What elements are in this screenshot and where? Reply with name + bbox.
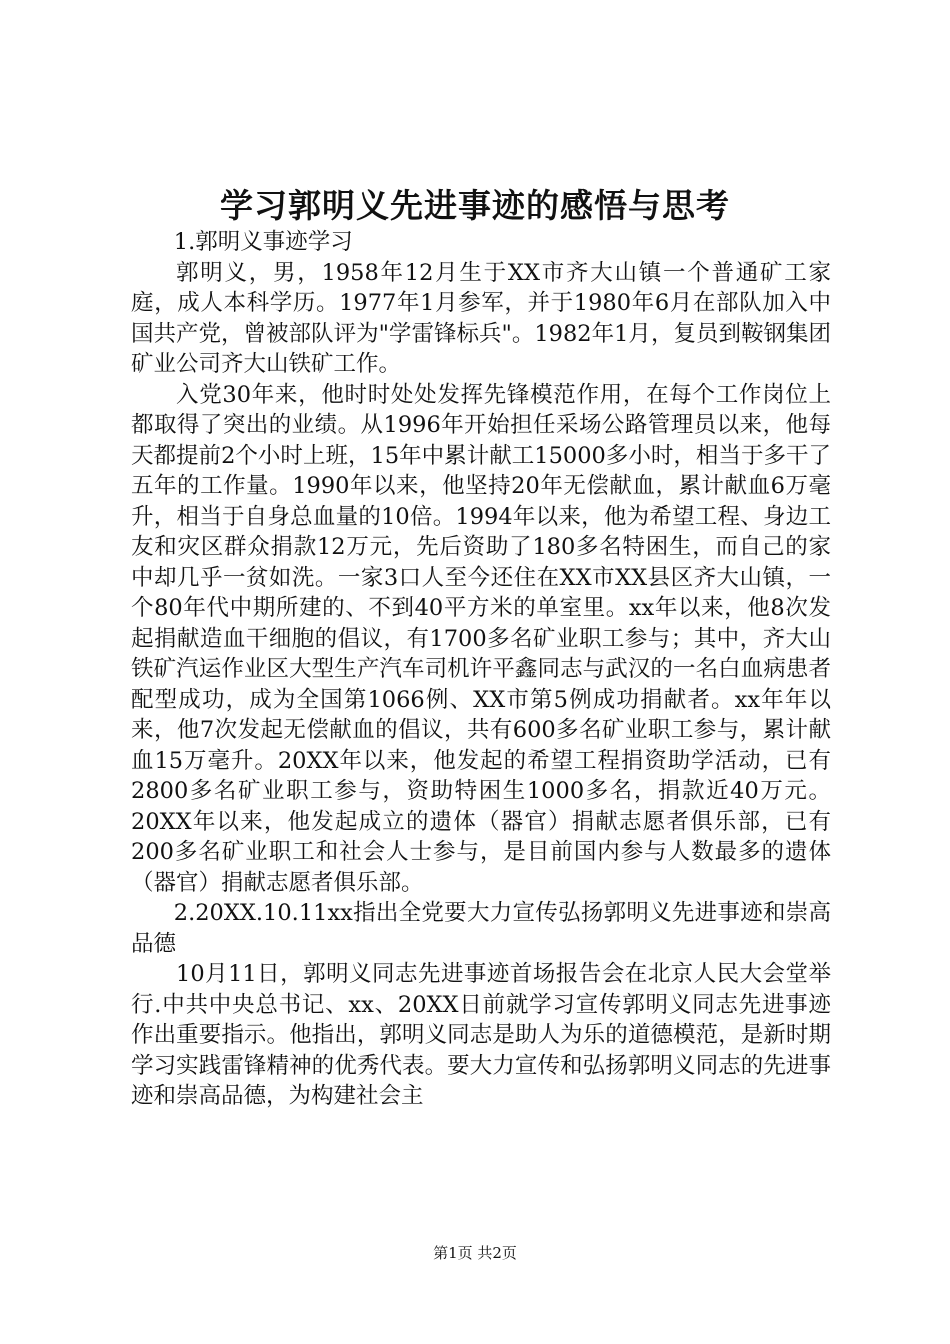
document-body — [131, 227, 831, 1112]
page-number-footer: 第1页 共2页 — [433, 1244, 517, 1262]
paragraph-2: 入党30年来，他时时处处发挥先锋模范作用，在每个工作岗位上都取得了突出的业绩。从1996年开始担任采场公路管理员以来，他每天都提前2个小时上班，15年中累计献工15000多小时，相当于多干了五年的工作量。1990年以来，他坚持20年无偿献血，累计献血6万毫升，相当于自身总血量的10倍。1994年以来，他为希望工程、身边工友和灾区群众捐款12万元，先后资助了180多名特困生，而自己的家中却几乎一贫如洗。一家3口人至今还住在XX市XX县区齐大山镇，一个80年代中期所建的、不到40平方米的单室里。xx年以来，他8次发起捐献造血干细胞的倡议，有1700多名矿业职工参与；其中，齐大山铁矿汽运作业区大型生产汽车司机许平鑫同志与武汉的一名白血病患者配型成功，成为全国第1066例、XX市第5例成功捐献者。xx年年以来，他7次发起无偿献血的倡议，共有600多名矿业职工参与，累计献血15万毫升。20XX年以来，他发起的希望工程捐资助学活动，已有2800多名矿业职工参与，资助特困生1000多名，捐款近40万元。20XX年以来，他发起成立的遗体（器官）捐献志愿者俱乐部，已有200多名矿业职工和社会人士参与，是目前国内参与人数最多的遗体（器官）捐献志愿者俱乐部。 — [131, 381, 831, 896]
section-heading-2: 2.20XX.10.11xx指出全党要大力宣传弘扬郭明义先进事迹和崇高品德 — [131, 900, 831, 957]
paragraph-3: 10月11日，郭明义同志先进事迹首场报告会在北京人民大会堂举行.中共中央总书记、xx、20XX日前就学习宣传郭明义同志先进事迹作出重要指示。他指出，郭明义同志是助人为乐的道德模范，是新时期学习实践雷锋精神的优秀代表。要大力宣传和弘扬郭明义同志的先进事迹和崇高品德，为构建社会主 — [131, 961, 831, 1109]
paragraph-1: 郭明义，男，1958年12月生于XX市齐大山镇一个普通矿工家庭，成人本科学历。1977年1月参军，并于1980年6月在部队加入中国共产党，曾被部队评为"学雷锋标兵"。1982年1月，复员到鞍钢集团矿业公司齐大山铁矿工作。 — [131, 259, 831, 377]
section-heading-1: 1.郭明义事迹学习 — [173, 229, 353, 255]
document-title: 学习郭明义先进事迹的感悟与思考 — [220, 186, 730, 225]
